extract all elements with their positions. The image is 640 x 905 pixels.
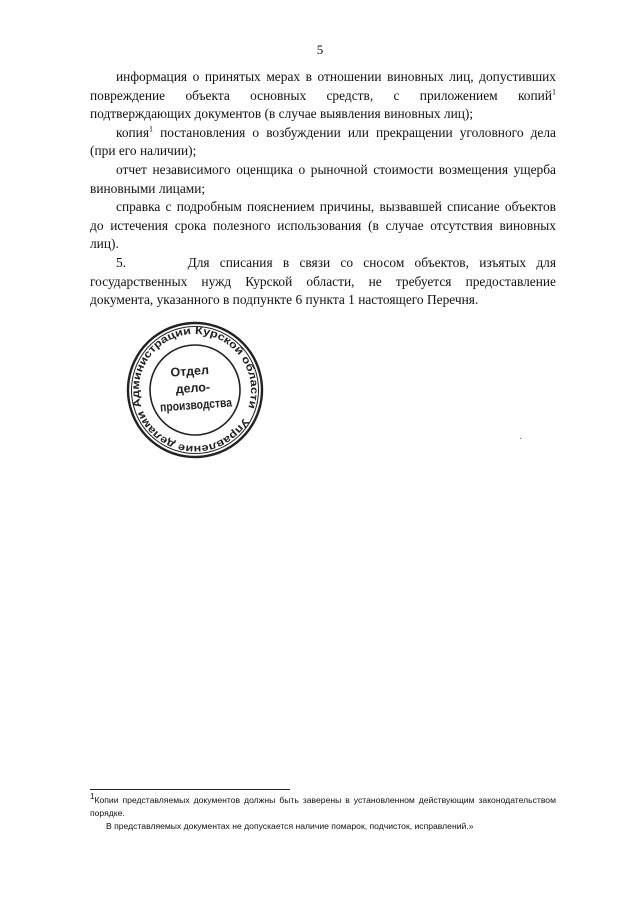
stamp-ring-text: Управление делами Администрации Курской области xyxy=(129,324,261,456)
paragraph-text: подтверждающих документов (в случае выявления виновных лиц); xyxy=(90,106,474,122)
paragraph-text: информация о принятых мерах в отношении виновных лиц, допустивших повреждение объекта основных средств, с приложением копий xyxy=(90,69,556,103)
footnote-marker: 1 xyxy=(90,792,95,802)
paragraph-text: отчет независимого оценщика о рыночной стоимости возмещения ущерба виновными лицами; xyxy=(90,161,556,196)
office-stamp xyxy=(125,320,265,460)
page-number: 5 xyxy=(316,42,324,57)
footnotes xyxy=(90,794,556,833)
footnote-text: В представляемых документах не допускается наличие помарок, подчисток, исправлений.» xyxy=(106,821,474,832)
document-body xyxy=(90,68,556,310)
paragraph-item-5 xyxy=(90,254,556,310)
paragraph-text: справка с подробным пояснением причины, вызвавшей списание объектов до истечения срока полезного использования (в случае отсутствия виновных лиц). xyxy=(90,199,556,252)
stamp-center-line: дело- xyxy=(175,379,211,397)
stray-mark: · xyxy=(519,434,523,445)
paragraph-text: постановления о возбуждении или прекращении уголовного дела (при его наличии); xyxy=(90,124,556,159)
paragraph-appraiser-report xyxy=(90,161,556,198)
paragraph-reason-certificate xyxy=(90,198,556,254)
paragraph-measures-info xyxy=(90,68,556,124)
footnote-text: Копии представляемых документов должны быть заверены в установленном действующим законодательством порядке. xyxy=(90,795,556,818)
paragraph-text: копия xyxy=(116,124,150,140)
stamp-center-line: производства xyxy=(159,394,248,415)
footnote-2 xyxy=(90,820,556,833)
paragraph-text: 5. Для списания в связи со сносом объектов, изъятых для государственных нужд Курской области, не требуется предоставление документа, указанного в подпункте 6 пункта 1 настоящего Перечня. xyxy=(90,254,556,308)
footnote-marker: 1 xyxy=(149,124,154,134)
footnote-divider xyxy=(90,789,290,790)
footnote-marker: 1 xyxy=(552,87,556,97)
paragraph-resolution-copy xyxy=(90,124,556,161)
stamp-center-line: Отдел xyxy=(169,362,210,380)
footnote-1 xyxy=(90,794,556,819)
